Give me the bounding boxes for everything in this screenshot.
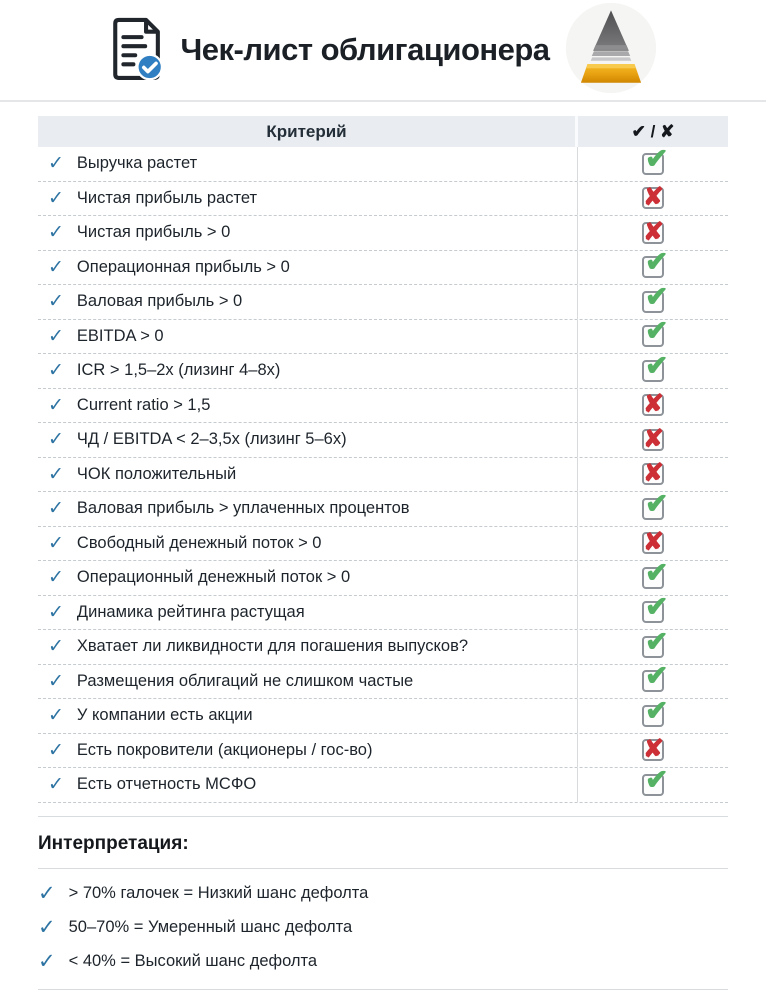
criterion-cell <box>38 699 578 733</box>
criterion-label: Динамика рейтинга растущая <box>76 602 305 621</box>
check-icon: ✔ <box>645 280 669 312</box>
result-cell <box>578 349 728 388</box>
criterion-label: Current ratio > 1,5 <box>76 395 211 414</box>
result-cell <box>578 389 728 423</box>
column-header-criterion: Критерий <box>38 116 578 147</box>
check-icon: ✔ <box>645 246 669 278</box>
table-row <box>38 182 728 217</box>
check-icon: ✔ <box>645 487 669 519</box>
criterion-cell <box>38 147 578 181</box>
main-content <box>0 116 766 990</box>
result-cell <box>578 694 728 733</box>
table-row <box>38 280 728 320</box>
cross-icon: ✘ <box>643 424 664 453</box>
bullet-check-icon: ✓ <box>48 153 64 175</box>
bullet-check-icon: ✓ <box>48 601 64 623</box>
result-checkbox <box>642 390 664 419</box>
cross-icon: ✘ <box>643 217 664 246</box>
criterion-label: Есть отчетность МСФО <box>76 775 257 794</box>
result-checkbox <box>642 735 664 764</box>
criterion-label: EBITDA > 0 <box>76 326 164 345</box>
table-header-row <box>38 116 728 147</box>
result-checkbox <box>642 660 669 692</box>
criteria-table <box>38 116 728 803</box>
result-cell <box>578 556 728 595</box>
criterion-label: Операционный денежный поток > 0 <box>76 568 351 587</box>
bullet-check-icon: ✓ <box>48 739 64 761</box>
criterion-label: Чистая прибыль растет <box>76 188 258 207</box>
result-cell <box>578 142 728 181</box>
table-row <box>38 423 728 458</box>
section-divider <box>38 989 728 990</box>
bullet-check-icon: ✓ <box>48 360 64 382</box>
cross-icon: ✘ <box>643 390 664 419</box>
result-checkbox <box>642 280 669 313</box>
check-icon: ✔ <box>645 694 669 726</box>
result-cell <box>578 591 728 630</box>
criterion-label: Валовая прибыль > уплаченных процентов <box>76 499 410 518</box>
interpretation-text: 50–70% = Умеренный шанс дефолта <box>68 918 353 936</box>
bullet-check-icon: ✓ <box>48 498 64 520</box>
result-checkbox <box>642 424 664 453</box>
table-row <box>38 389 728 424</box>
bullet-check-icon: ✓ <box>48 187 64 209</box>
table-row <box>38 625 728 665</box>
bullet-check-icon: ✓ <box>48 670 64 692</box>
check-icon: ✔ <box>645 142 669 174</box>
pyramid-logo <box>564 1 658 100</box>
table-row <box>38 734 728 769</box>
check-icon: ✔ <box>645 349 669 381</box>
bullet-check-icon: ✓ <box>48 774 64 796</box>
bullet-check-icon: ✓ <box>48 429 64 451</box>
table-row <box>38 556 728 596</box>
table-row <box>38 349 728 389</box>
criterion-cell <box>38 458 578 492</box>
criterion-label: Операционная прибыль > 0 <box>76 257 290 276</box>
table-row <box>38 315 728 355</box>
criterion-cell <box>38 630 578 664</box>
bullet-check-icon: ✓ <box>48 636 64 658</box>
interpretation-item <box>38 877 728 911</box>
result-checkbox <box>642 694 669 727</box>
bullet-check-icon: ✓ <box>48 325 64 347</box>
result-checkbox <box>642 591 669 623</box>
criterion-cell <box>38 320 578 354</box>
cross-icon: ✘ <box>643 183 664 212</box>
result-checkbox <box>642 349 669 382</box>
interpretation-item <box>38 911 728 945</box>
criterion-cell <box>38 389 578 423</box>
bullet-check-icon: ✓ <box>48 291 64 313</box>
bullet-check-icon: ✓ <box>48 463 64 485</box>
bullet-check-icon: ✓ <box>38 916 56 939</box>
criterion-cell <box>38 285 578 319</box>
result-checkbox <box>642 625 669 658</box>
interpretation-title: Интерпретация: <box>38 832 189 854</box>
criterion-cell <box>38 182 578 216</box>
criterion-cell <box>38 251 578 285</box>
criterion-cell <box>38 561 578 595</box>
result-checkbox <box>642 487 669 520</box>
cross-icon: ✘ <box>643 735 664 764</box>
criterion-label: Чистая прибыль > 0 <box>76 223 231 242</box>
criterion-cell <box>38 423 578 457</box>
result-cell <box>578 315 728 354</box>
table-row <box>38 216 728 251</box>
bullet-check-icon: ✓ <box>48 394 64 416</box>
bullet-check-icon: ✓ <box>48 532 64 554</box>
criterion-label: Есть покровители (акционеры / гос-во) <box>76 740 373 759</box>
criterion-label: Валовая прибыль > 0 <box>76 292 243 311</box>
result-checkbox <box>642 763 669 796</box>
table-row <box>38 660 728 700</box>
result-checkbox <box>642 528 664 557</box>
table-body <box>38 142 728 803</box>
result-cell <box>578 487 728 526</box>
result-checkbox <box>642 217 664 246</box>
result-checkbox <box>642 183 664 212</box>
table-row <box>38 246 728 286</box>
table-row <box>38 527 728 562</box>
criterion-cell <box>38 527 578 561</box>
table-row <box>38 591 728 631</box>
check-icon: ✔ <box>645 591 669 623</box>
interpretation-text: < 40% = Высокий шанс дефолта <box>68 952 318 970</box>
bullet-check-icon: ✓ <box>48 222 64 244</box>
interpretation-section <box>38 816 728 990</box>
criterion-label: Свободный денежный поток > 0 <box>76 533 322 552</box>
result-checkbox <box>642 315 669 347</box>
table-row <box>38 142 728 182</box>
interpretation-list <box>38 877 728 979</box>
criterion-label: У компании есть акции <box>76 706 253 725</box>
result-cell <box>578 216 728 250</box>
bullet-check-icon: ✓ <box>38 882 56 905</box>
result-cell <box>578 763 728 802</box>
result-checkbox <box>642 246 669 278</box>
criterion-cell <box>38 734 578 768</box>
result-checkbox <box>642 556 669 589</box>
cross-icon: ✘ <box>643 528 664 557</box>
criterion-cell <box>38 596 578 630</box>
page-header <box>0 0 766 100</box>
result-cell <box>578 660 728 699</box>
result-cell <box>578 458 728 492</box>
criterion-label: ЧД / EBITDA < 2–3,5x (лизинг 5–6x) <box>76 430 347 449</box>
check-icon: ✔ <box>645 763 669 795</box>
criterion-cell <box>38 768 578 802</box>
check-icon: ✔ <box>645 660 669 692</box>
result-cell <box>578 246 728 285</box>
document-check-icon <box>108 15 166 86</box>
criterion-label: Хватает ли ликвидности для погашения выпусков? <box>76 637 469 656</box>
interpretation-item <box>38 945 728 979</box>
section-divider <box>38 868 728 869</box>
result-cell <box>578 625 728 664</box>
result-cell <box>578 182 728 216</box>
criterion-cell <box>38 665 578 699</box>
bullet-check-icon: ✓ <box>48 705 64 727</box>
header-divider <box>0 100 766 102</box>
criterion-cell <box>38 216 578 250</box>
result-checkbox <box>642 142 669 175</box>
criterion-label: ICR > 1,5–2x (лизинг 4–8x) <box>76 361 281 380</box>
criterion-label: Выручка растет <box>76 154 198 173</box>
result-cell <box>578 734 728 768</box>
cross-icon: ✘ <box>643 459 664 488</box>
criterion-cell <box>38 354 578 388</box>
result-checkbox <box>642 459 664 488</box>
check-icon: ✔ <box>645 625 669 657</box>
interpretation-text: > 70% галочек = Низкий шанс дефолта <box>68 884 369 902</box>
section-divider <box>38 816 728 817</box>
table-row <box>38 487 728 527</box>
criterion-label: ЧОК положительный <box>76 464 237 483</box>
table-row <box>38 763 728 803</box>
result-cell <box>578 423 728 457</box>
column-header-result: ✔ / ✘ <box>631 121 675 141</box>
check-icon: ✔ <box>645 315 669 347</box>
criterion-cell <box>38 492 578 526</box>
bullet-check-icon: ✓ <box>38 950 56 973</box>
result-cell <box>578 527 728 561</box>
criterion-label: Размещения облигаций не слишком частые <box>76 671 414 690</box>
result-cell <box>578 280 728 319</box>
bullet-check-icon: ✓ <box>48 567 64 589</box>
page-title: Чек-лист облигационера <box>180 32 550 67</box>
table-row <box>38 694 728 734</box>
check-icon: ✔ <box>645 556 669 588</box>
bullet-check-icon: ✓ <box>48 256 64 278</box>
table-row <box>38 458 728 493</box>
